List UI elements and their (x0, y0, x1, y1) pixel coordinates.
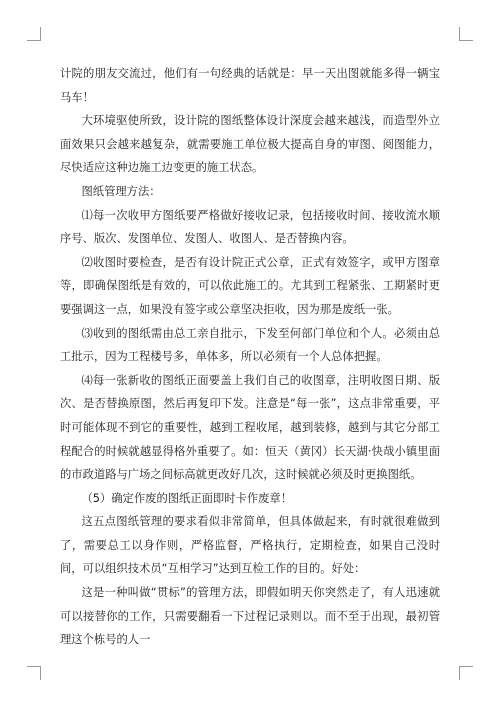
document-body (60, 62, 440, 652)
paragraph: 计院的朋友交流过，他们有一句经典的话就是：早一天出图就能多得一辆宝马车！ (60, 67, 440, 104)
list-item: ⑶收到的图纸需由总工亲自批示，下发至何部门单位和个人。必须由总工批示，因为工程楼号多，单体多，所以必须有一个人总体把握。 (60, 326, 440, 364)
paragraph: 图纸管理方法： (81, 184, 161, 198)
crop-mark-top-left (27, 27, 41, 41)
crop-mark-bottom-right (459, 666, 473, 680)
paragraph: 这是一种叫做“贯标”的管理方法，即假如明天你突然走了，有人迅速就可以接替你的工作，只需要翻看一下过程记录则以。而不至于出现，最初管理这个栋号的人一 (60, 586, 440, 647)
list-item: ⑴每一次收甲方图纸要严格做好接收记录，包括接收时间、接收流水顺序号、版次、发图单位、发图人、收图人、是否替换内容。 (60, 208, 440, 246)
list-item: ⑵收图时要检查，是否有设计院正式公章，正式有效签字，或甲方图章等，即确保图纸是有效的，可以依此施工的。尤其到工程紧张、工期紧时更要强调这一点，如果没有签字或公章坚决拒收，因为那是废纸一张。 (60, 255, 440, 316)
crop-mark-bottom-left (27, 666, 41, 680)
list-item: ⑷每一张新收的图纸正面要盖上我们自己的收图章，注明收图日期、版次、是否替换原图，然后再复印下发。注意是“每一张”，这点非常重要，平时可能体现不到它的重要性，越到工程收尾，越到装修，越到与其它分部工程配合的时候就越显得格外重要了。如：恒天（黄冈）长天湖·快哉小镇里面的市政道路与广场之间标高就更改好几次，这时候就必须及时更换图纸。 (60, 373, 440, 482)
crop-mark-top-right (459, 27, 473, 41)
paragraph: 大环境驱使所致，设计院的图纸整体设计深度会越来越浅，而造型外立面效果只会越来越复杂，就需要施工单位极大提高自身的审图、阅图能力，尽快适应这种边施工边变更的施工状态。 (60, 114, 440, 175)
list-item: （5）确定作废的图纸正面即时卡作废章！ (81, 491, 293, 505)
paragraph: 这五点图纸管理的要求看似非常简单，但具体做起来，有时就很难做到了，需要总工以身作则，严格监督，严格执行，定期检查，如果自己没时间，可以组织技术员“互相学习”达到互检工作的目的。好处： (60, 515, 440, 576)
